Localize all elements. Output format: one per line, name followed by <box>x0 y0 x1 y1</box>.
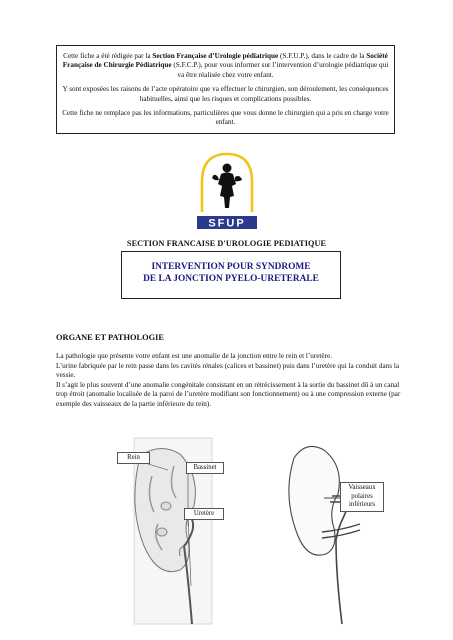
heading-organe-pathologie: ORGANE ET PATHOLOGIE <box>56 333 164 342</box>
sfup-name: Section Française d’Urologie pédiatrique <box>152 52 279 60</box>
body-paragraph-1: La pathologie que présente votre enfant est une anomalie de la jonction entre le rein et l’uretère. <box>56 352 332 360</box>
body-text <box>56 352 401 415</box>
logo-text: SFUP <box>208 217 246 230</box>
kidney-vessels-illustration <box>282 436 392 626</box>
intro-paragraph-3: Cette fiche ne remplace pas les informations, particulières que vous donne le chirurgien qui a pris en charge votre enfant. <box>62 109 389 127</box>
label-vaisseaux-polaires: Vaisseaux polaires inférieurs <box>340 482 384 512</box>
body-paragraph-3: Il s’agit le plus souvent d’une anomalie congénitale consistant en un rétrécissement à la sortie du bassinet dû à un canal trop étroit (anomalie localisée de la paroi de l’uretère modifiant son fonctionnement) ou à une compression externe (par exemple des vaisseaux de la partie inférieure du rein). <box>56 380 401 408</box>
intro-notice-box <box>56 45 395 134</box>
label-bassinet: Bassinet <box>186 462 224 474</box>
sfup-logo <box>188 150 266 246</box>
intro-paragraph-2: Y sont exposées les raisons de l’acte opératoire que va effectuer le chirurgien, son déroulement, les conséquences habituelles, ainsi que les risques et complications possibles. <box>62 85 389 103</box>
label-uretere: Uretère <box>184 508 224 520</box>
title-line-1: INTERVENTION POUR SYNDROME <box>151 262 311 272</box>
label-rein: Rein <box>117 452 150 464</box>
kidney-illustration <box>88 436 268 626</box>
intro-text: Cette fiche a été rédigée par la <box>63 52 153 60</box>
intro-text: (S.F.C.P.), pour vous informer sur l’intervention d’urologie pédiatrique qui va être réalisée chez votre enfant. <box>171 61 389 79</box>
title-line-2: DE LA JONCTION PYELO-URETERALE <box>143 274 319 284</box>
section-title: SECTION FRANCAISE D'UROLOGIE PEDIATIQUE <box>126 239 327 248</box>
intervention-title-box <box>121 251 341 299</box>
body-paragraph-2: L’urine fabriquée par le rein passe dans les cavités rénales (calices et bassinet) puis dans l’uretère qui la conduit dans la vessie. <box>56 361 400 380</box>
sfcp-name: Société Française de Chirurgie Pédiatrique <box>62 52 388 70</box>
intro-paragraph-1 <box>61 52 390 80</box>
intro-text: (S.F.U.P.), dans le cadre de la <box>278 52 367 60</box>
